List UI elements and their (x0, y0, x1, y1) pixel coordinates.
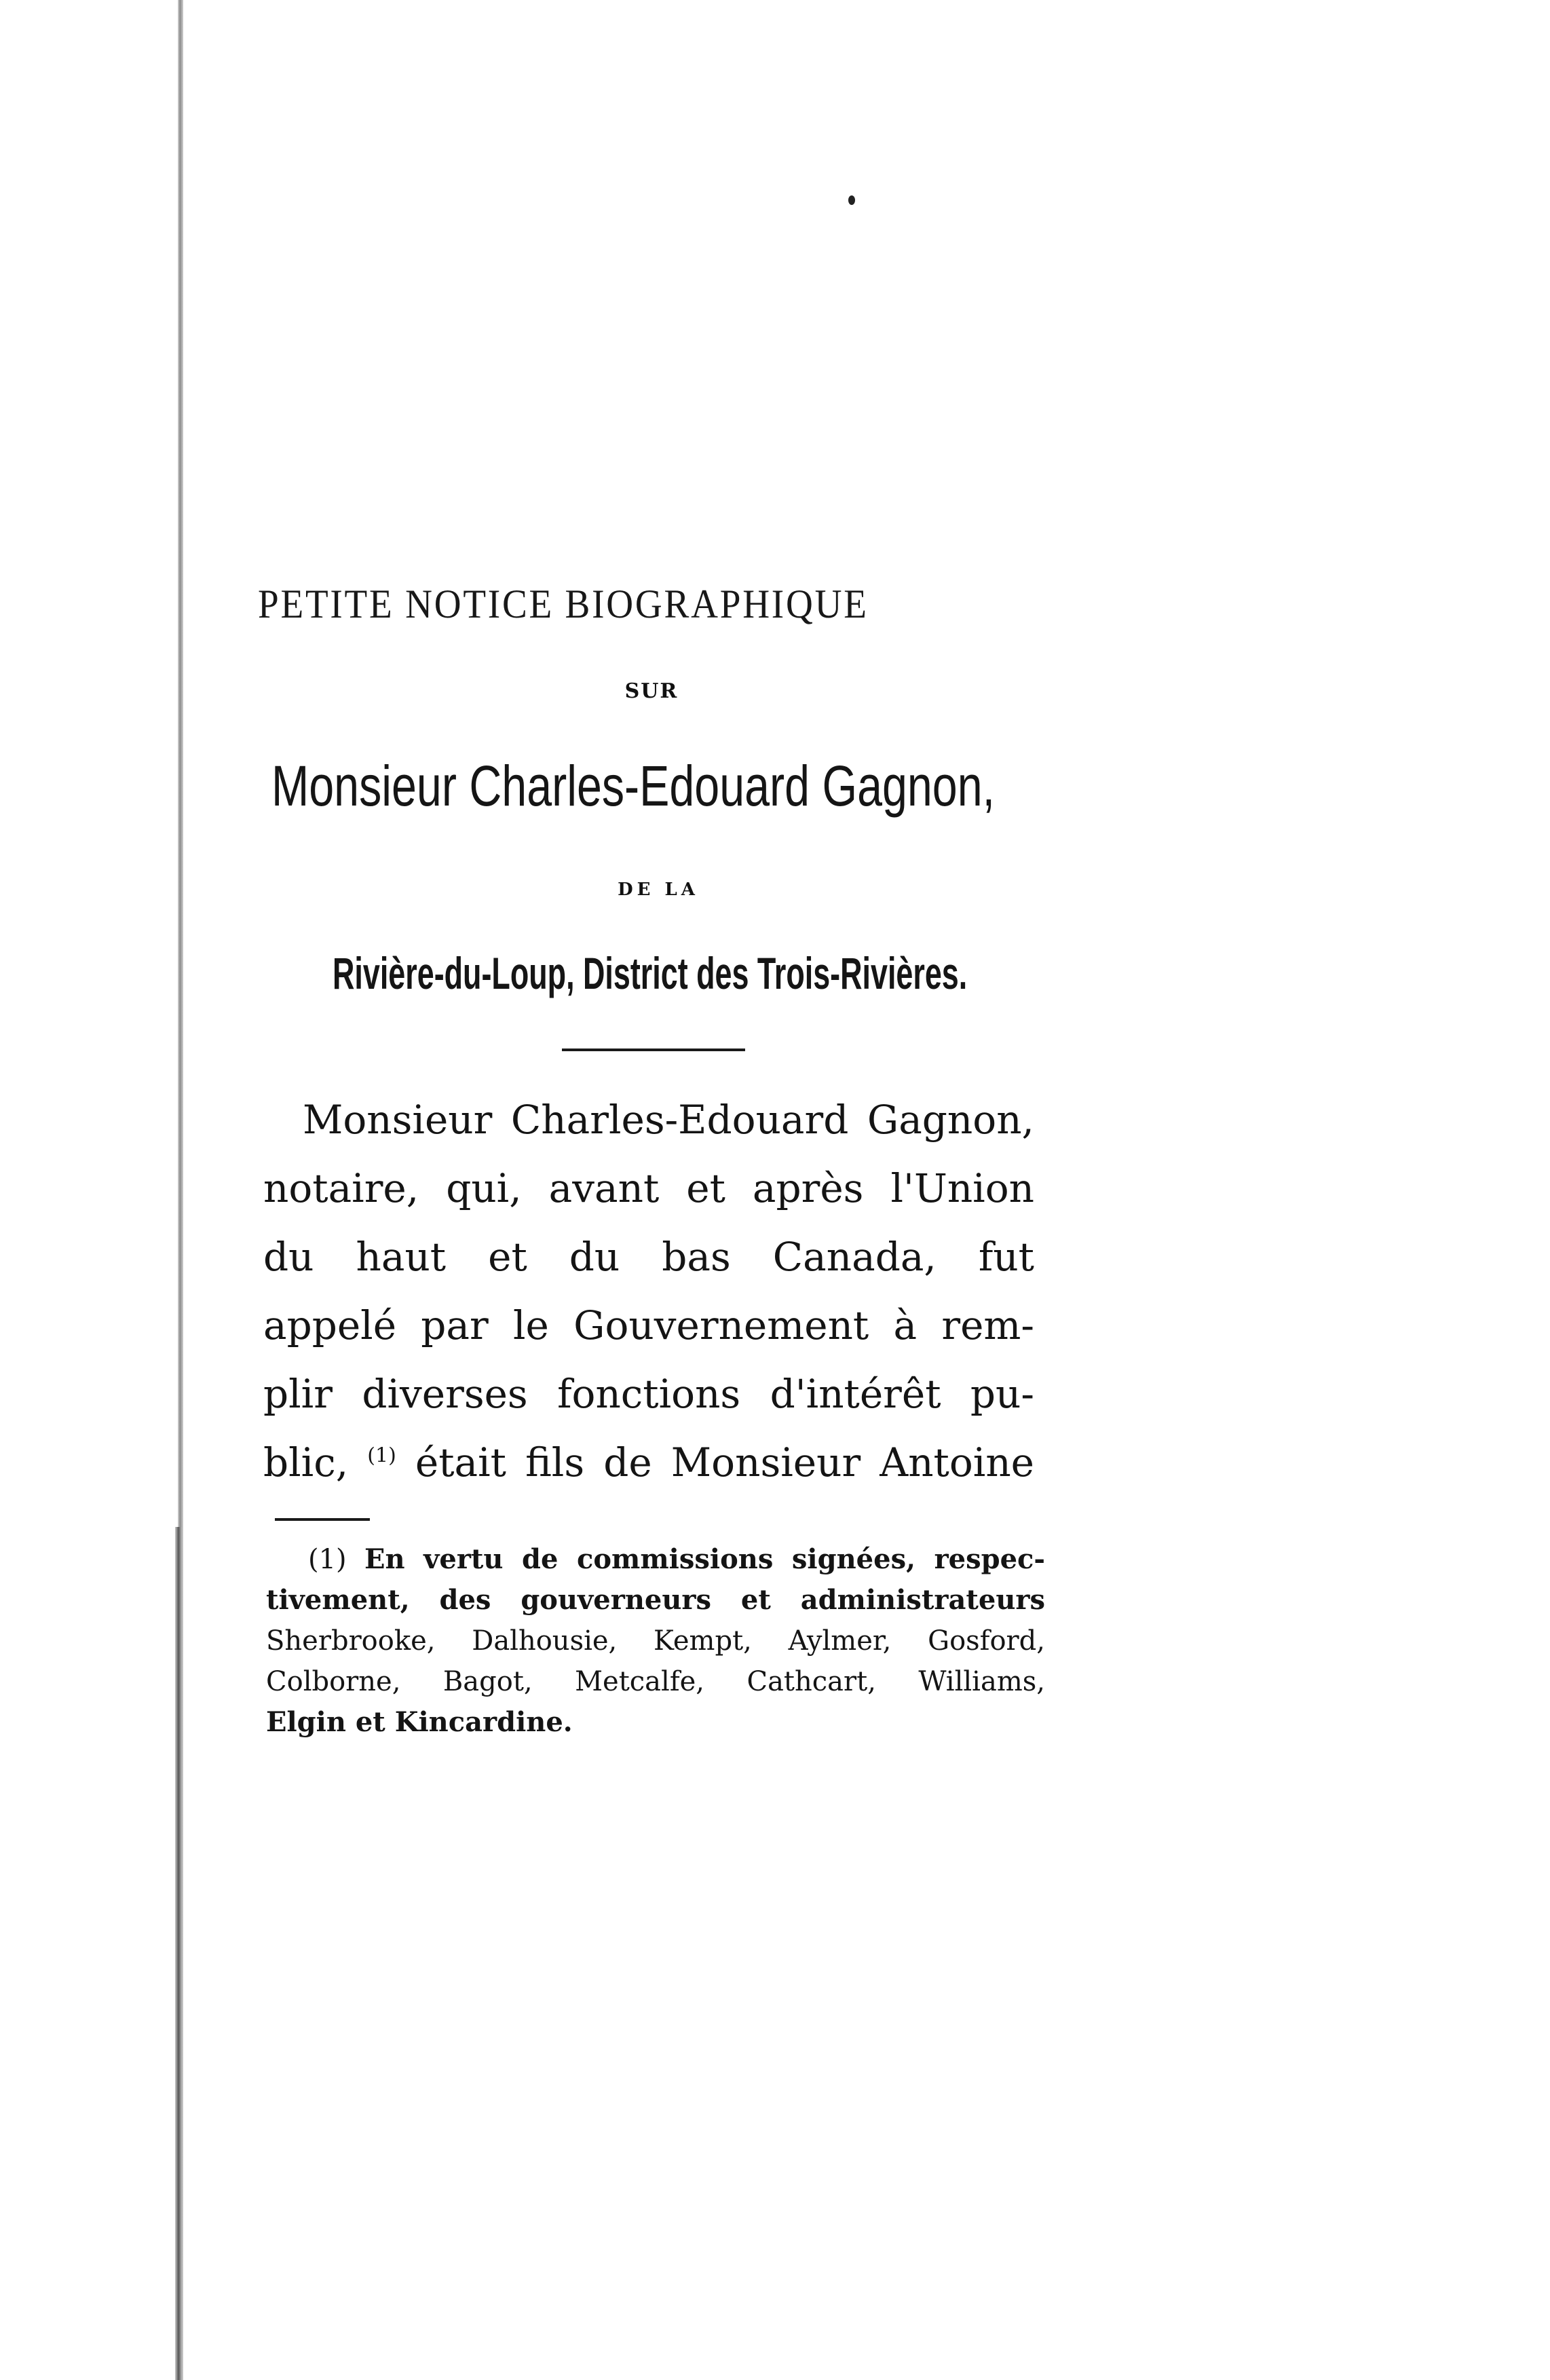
footnote-line: Elgin et Kincardine. (266, 1706, 573, 1738)
subject-name: Monsieur Charles-Edouard Gagnon, (271, 754, 996, 818)
body-line: plir diverses fonctions d'intérêt pu- (263, 1371, 1034, 1417)
footnote-line: Sherbrooke, Dalhousie, Kempt, Aylmer, Gosford, (266, 1625, 1045, 1657)
footnote-text: En vertu de commissions signées, respec- (364, 1543, 1045, 1575)
footnote-reference: (1) (367, 1443, 396, 1468)
page-binding-shadow (175, 1527, 182, 2380)
notice-title: PETITE NOTICE BIOGRAPHIQUE (258, 582, 869, 626)
footnote-line: Colborne, Bagot, Metcalfe, Cathcart, Williams, (266, 1666, 1045, 1697)
footnote-line: tivement, des gouverneurs et administrateurs (266, 1584, 1045, 1616)
body-line: appelé par le Gouvernement à rem- (263, 1302, 1034, 1348)
footnote-marker: (1) (308, 1544, 347, 1575)
body-line: notaire, qui, avant et après l'Union (263, 1165, 1034, 1211)
body-line-with-footnote-ref (263, 1429, 1034, 1497)
body-line-end: était fils de Monsieur Antoine (415, 1439, 1034, 1486)
footnote-line (266, 1539, 1045, 1580)
footnote (266, 1539, 1045, 1743)
body-paragraph (263, 1086, 1034, 1497)
section-divider (562, 1049, 745, 1051)
footnote-divider (275, 1518, 370, 1521)
body-line-start: blic, (263, 1439, 349, 1486)
heading-de-la: DE LA (618, 880, 699, 900)
body-line: du haut et du bas Canada, fut (263, 1234, 1034, 1280)
ink-speck (848, 195, 855, 205)
heading-sur: SUR (624, 679, 679, 703)
subject-place: Rivière-du-Loup, District des Trois-Rivières. (333, 948, 968, 998)
body-line: Monsieur Charles-Edouard Gagnon, (303, 1097, 1034, 1143)
